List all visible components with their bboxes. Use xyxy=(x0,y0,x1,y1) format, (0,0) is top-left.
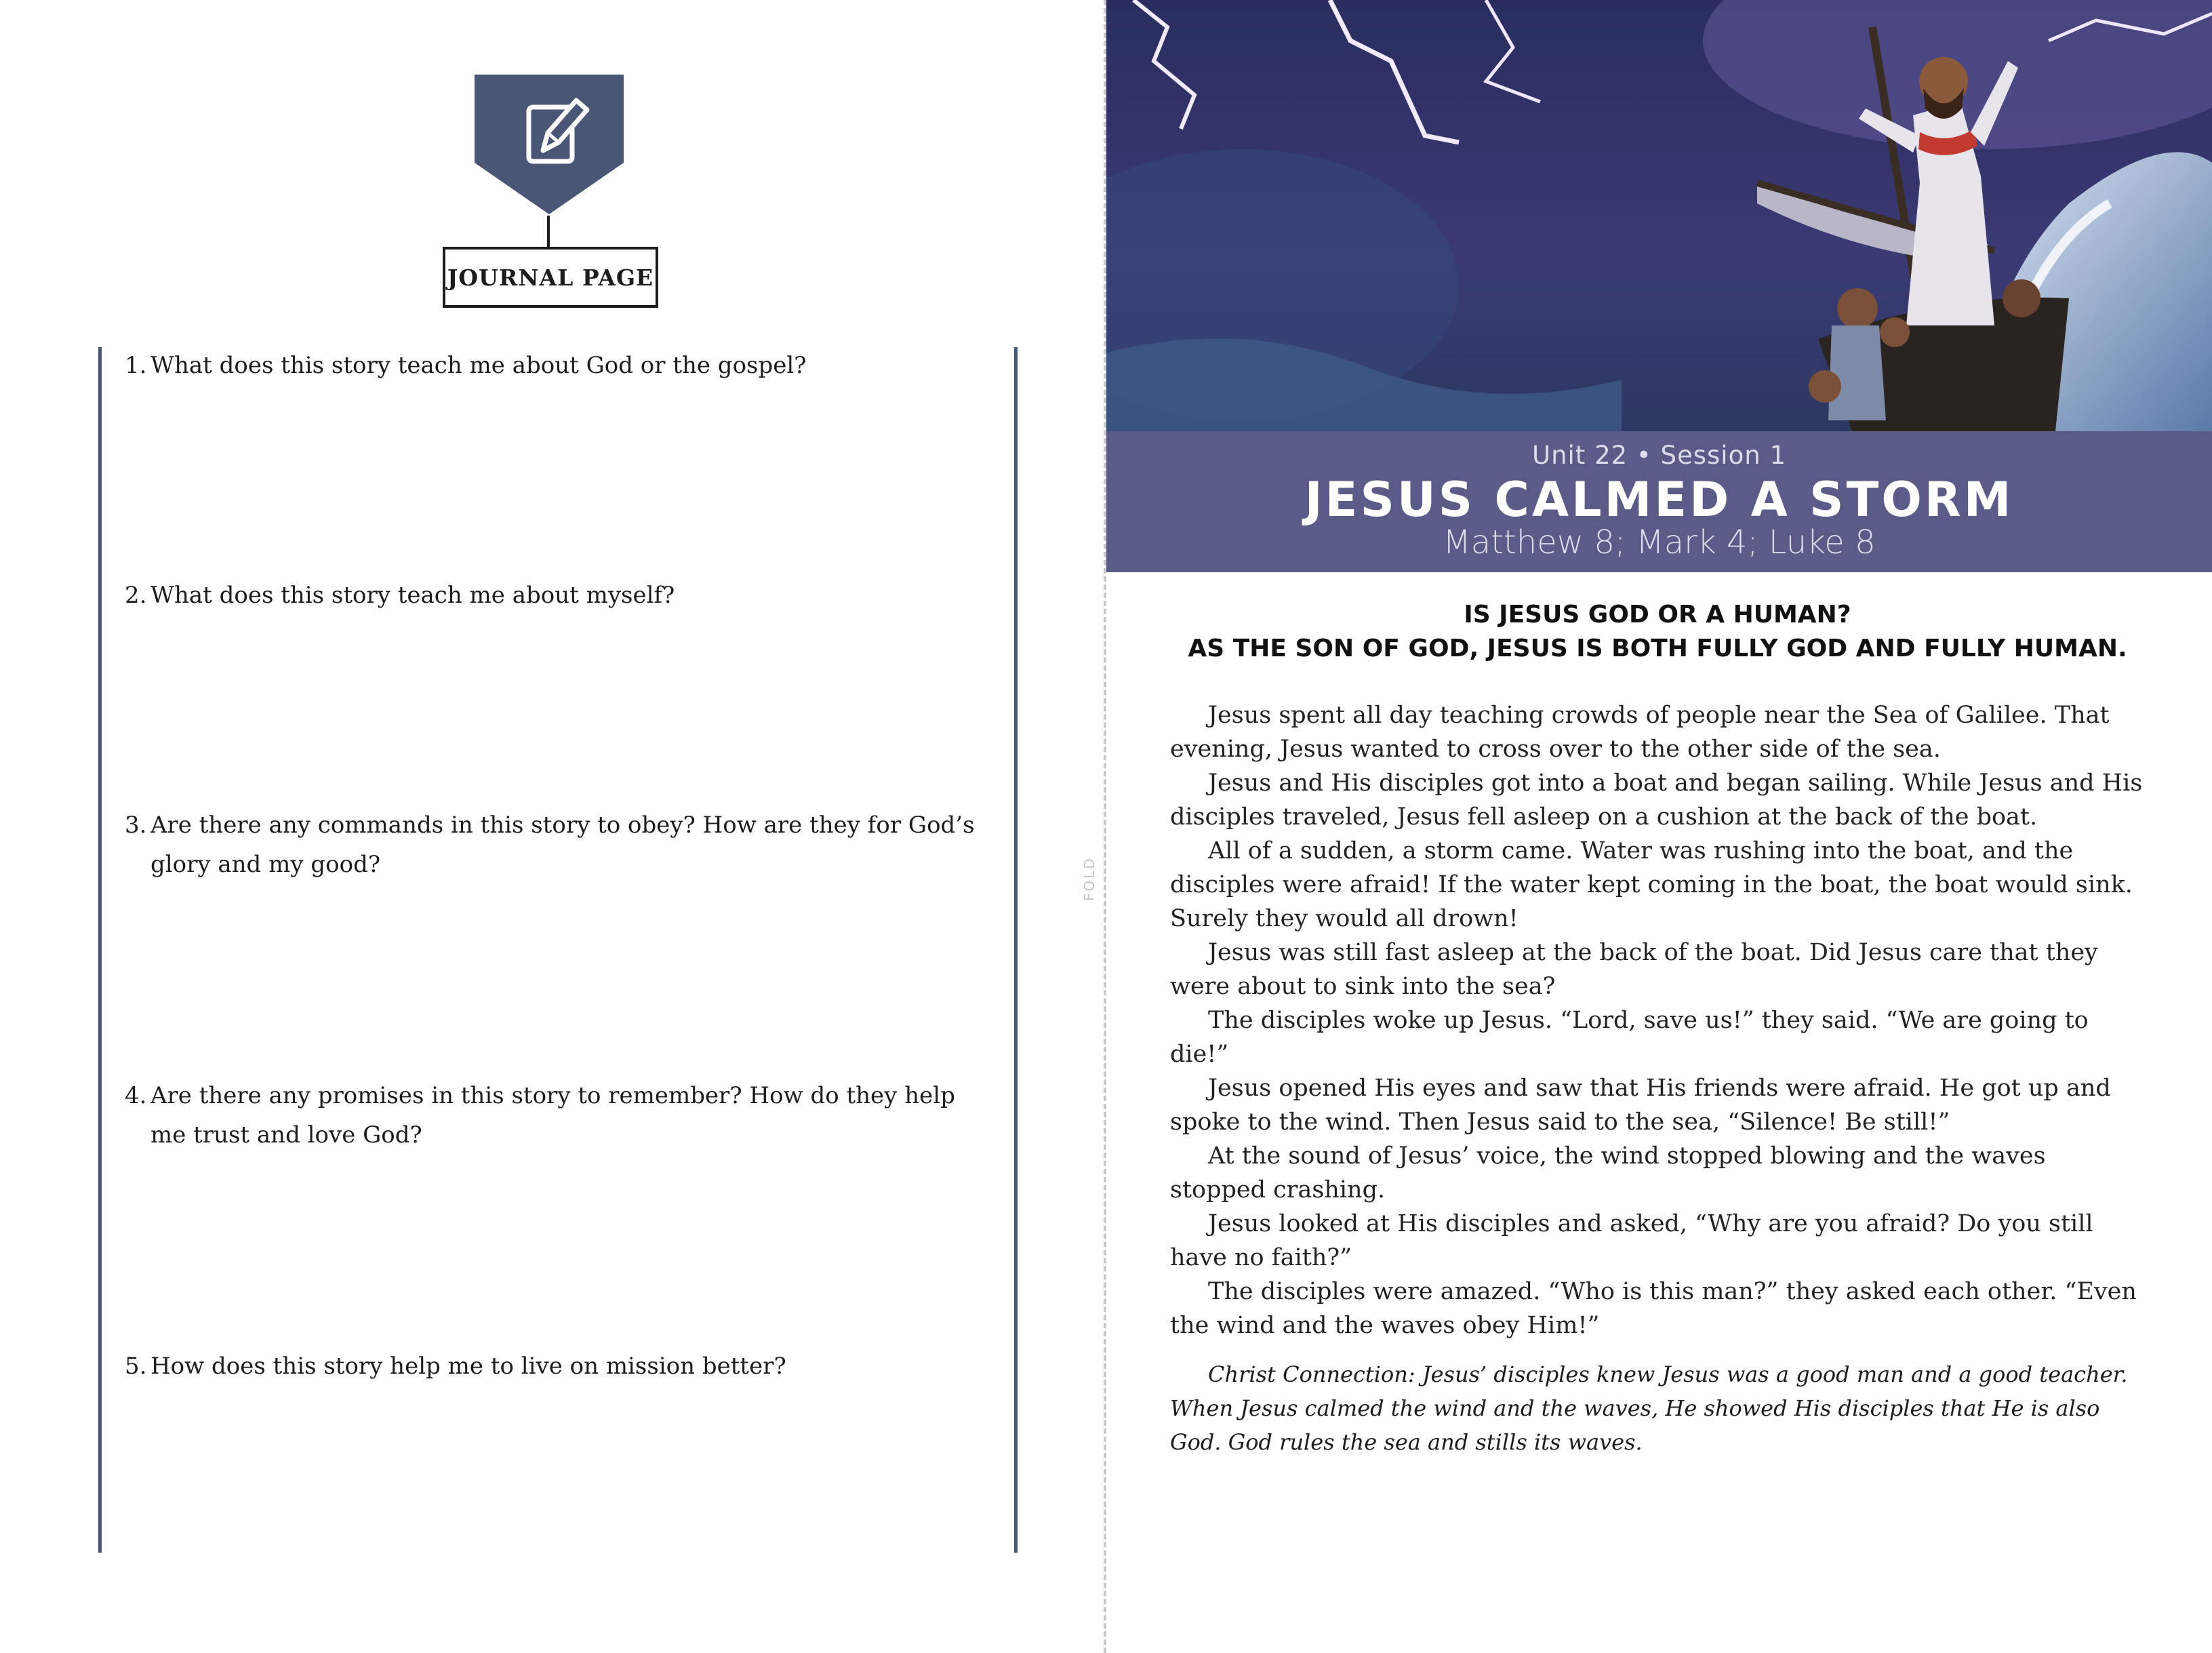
storm-illustration xyxy=(1106,0,2212,431)
scripture-reference: Matthew 8; Mark 4; Luke 8 xyxy=(1443,523,1876,561)
big-answer: AS THE SON OF GOD, JESUS IS BOTH FULLY GOD AND FULLY HUMAN. xyxy=(1188,635,2127,662)
fold-label: FOLD xyxy=(1081,856,1098,901)
journal-question-1 xyxy=(125,346,992,385)
story-paragraph: Jesus and His disciples got into a boat and began sailing. While Jesus and His disciples traveled, Jesus fell asleep on a cushion at the back of the boat. xyxy=(1170,770,2143,831)
question-number: 1. xyxy=(125,352,147,379)
journal-pencil-icon xyxy=(475,75,624,217)
question-text: What does this story teach me about God or the gospel? xyxy=(150,352,807,379)
story-paragraph: Jesus looked at His disciples and asked, “Why are you afraid? Do you still have no faith?” xyxy=(1170,1210,2093,1271)
story-paragraph: At the sound of Jesus’ voice, the wind stopped blowing and the waves stopped crashing. xyxy=(1170,1142,2046,1203)
journal-page-label: JOURNAL PAGE xyxy=(443,247,658,308)
question-number: 2. xyxy=(125,582,147,609)
lesson-title-band xyxy=(1106,431,2212,572)
christ-connection xyxy=(1170,1357,2146,1459)
question-text: How does this story help me to live on mission better? xyxy=(150,1353,786,1380)
christ-connection-text: Jesus’ disciples knew Jesus was a good man and a good teacher. When Jesus calmed the wind and the waves, He showed His disciples that He is also God. God rules the sea and stills its waves. xyxy=(1170,1361,2128,1455)
question-number: 3. xyxy=(125,812,147,839)
journal-question-5 xyxy=(125,1347,992,1386)
question-text: What does this story teach me about myself? xyxy=(150,582,675,609)
journal-frame-left-rule xyxy=(98,347,102,1553)
journal-question-3 xyxy=(125,805,992,884)
question-text: Are there any commands in this story to obey? How are they for God’s xyxy=(150,812,975,839)
story-paragraph: Jesus spent all day teaching crowds of people near the Sea of Galilee. That evening, Jesus wanted to cross over to the other side of the sea. xyxy=(1170,702,2110,763)
story-paragraph: All of a sudden, a storm came. Water was rushing into the boat, and the disciples were afraid! If the water kept coming in the boat, the boat would sink. Surely they would all drown! xyxy=(1170,837,2133,932)
story-paragraph: Jesus opened His eyes and saw that His friends were afraid. He got up and spoke to the wind. Then Jesus said to the sea, “Silence! Be still!” xyxy=(1170,1075,2111,1136)
lesson-title: JESUS CALMED A STORM xyxy=(1304,472,2014,527)
question-text-continued: me trust and love God? xyxy=(150,1121,422,1149)
journal-frame-right-rule xyxy=(1014,347,1018,1553)
question-number: 5. xyxy=(125,1353,147,1380)
christ-connection-label: Christ Connection: xyxy=(1208,1361,1415,1387)
journal-question-2 xyxy=(125,576,992,615)
question-number: 4. xyxy=(125,1082,147,1109)
bible-story xyxy=(1170,698,2146,1342)
story-paragraph: The disciples woke up Jesus. “Lord, save us!” they said. “We are going to die!” xyxy=(1170,1007,2089,1068)
journal-question-4 xyxy=(125,1076,992,1155)
story-paragraph: Jesus was still fast asleep at the back of the boat. Did Jesus care that they were about to sink into the sea? xyxy=(1170,939,2098,1000)
badge-connector xyxy=(547,216,550,247)
journal-badge xyxy=(475,75,624,217)
unit-session-label: Unit 22 • Session 1 xyxy=(1532,441,1786,470)
big-question: IS JESUS GOD OR A HUMAN? xyxy=(1464,601,1851,629)
story-paragraph: The disciples were amazed. “Who is this man?” they asked each other. “Even the wind and the waves obey Him!” xyxy=(1170,1278,2137,1339)
question-text-continued: glory and my good? xyxy=(150,851,381,878)
question-text: Are there any promises in this story to remember? How do they help xyxy=(150,1082,955,1109)
